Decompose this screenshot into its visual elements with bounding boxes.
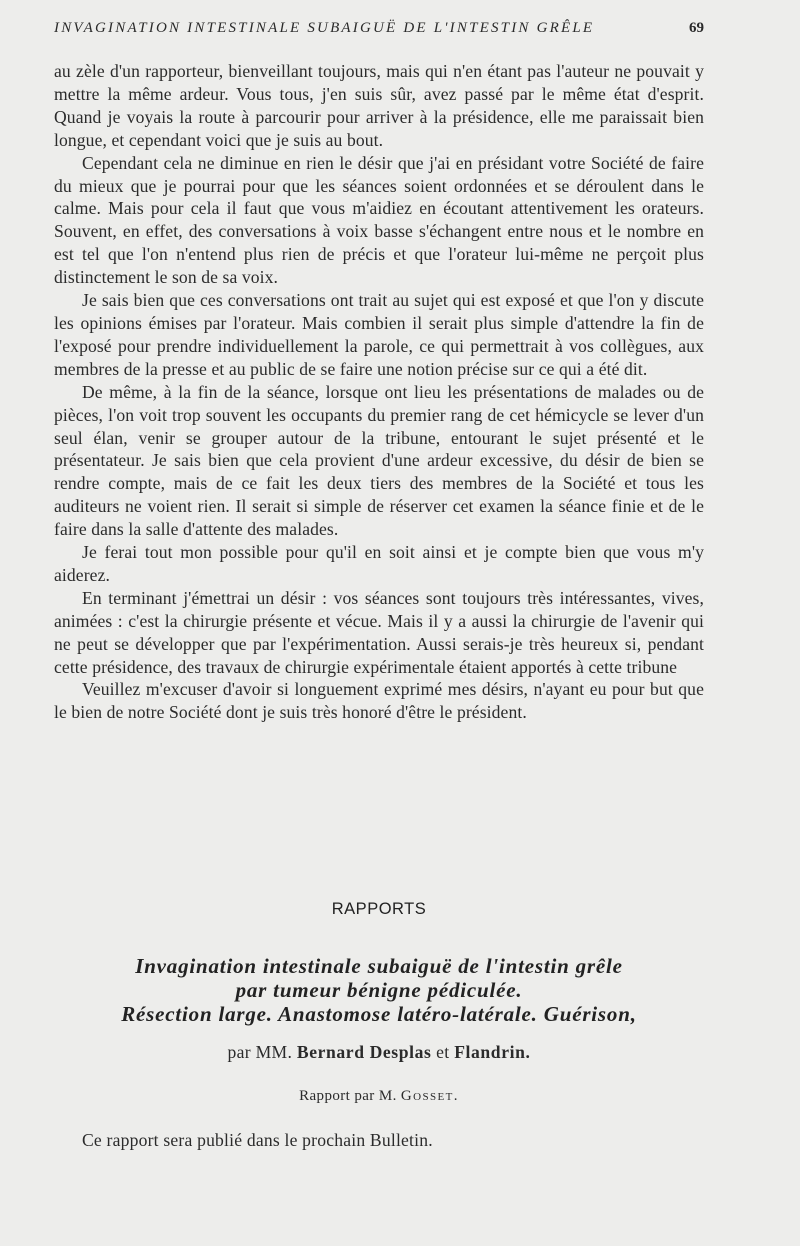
section-heading: RAPPORTS: [331, 900, 427, 918]
page-number: 69: [689, 20, 704, 36]
publication-note: Ce rapport sera publié dans le prochain Bulletin.: [82, 1130, 433, 1150]
paragraph: Je sais bien que ces conversations ont trait au sujet qui est exposé et que l'on y discute les opinions émises par l'orateur. Mais combien il serait plus simple d'attendre la fin de l'exposé pour prendre individuellement la parole, ce qui permettrait à vos collègues, aux membres de la presse et au public de se faire une notion précise sur ce qui a été dit.: [54, 290, 704, 379]
running-header: [54, 20, 704, 37]
reporter-prefix: Rapport par M.: [299, 1088, 397, 1104]
paragraph: Cependant cela ne diminue en rien le désir que j'ai en présidant votre Société de faire du mieux que je pourrai pour que les séances soient ordonnées et se déroulent dans le calme. Mais pour cela il faut que vous m'aidiez en écoutant attentivement les orateurs. Souvent, en effet, des conversations à voix basse s'échangent entre nous et le nombre en est tel que l'on n'entend plus rien de précis et que l'orateur lui-même ne perçoit plus distinctement le son de sa voix.: [54, 152, 704, 288]
reporter-name: Gosset.: [400, 1088, 459, 1104]
paragraph: De même, à la fin de la séance, lorsque ont lieu les présentations de malades ou de pièces, l'on voit trop souvent les occupants du premier rang de cet hémicycle se lever d'un seul élan, venir se grouper autour de la tribune, entourant le sujet présenté et le présentateur. Je sais bien que cela provient d'une ardeur excessive, du désir de bien se rendre compte, mais de ce fait les deux tiers des membres de la Société et tous les auditeurs ne voient rien. Il serait si simple de réserver cet examen la séance finie et de le faire dans la salle d'attente des malades.: [54, 381, 704, 540]
article-title-line: Invagination intestinale subaiguë de l'intestin grêle: [135, 954, 623, 978]
article-title-line: Résection large. Anastomose latéro-latérale. Guérison,: [121, 1002, 637, 1026]
author-name: Bernard Desplas: [296, 1042, 432, 1062]
article-title: [54, 954, 704, 1026]
paragraph: Je ferai tout mon possible pour qu'il en soit ainsi et je compte bien que vous m'y aiderez.: [54, 542, 704, 585]
article-authors: [54, 1042, 704, 1063]
body-text: [54, 60, 704, 724]
authors-prefix: par MM.: [227, 1042, 293, 1062]
paragraph-continued: au zèle d'un rapporteur, bienveillant toujours, mais qui n'en étant pas l'auteur ne pouvait y mettre la même ardeur. Vous tous, j'en suis sûr, avez passé par le même état d'esprit. Quand je voyais la route à parcourir pour arriver à la présidence, elle me paraissait bien longue, et cependant voici que je suis au bout.: [54, 61, 704, 150]
authors-conjunction: et: [436, 1042, 450, 1062]
author-name: Flandrin.: [454, 1042, 531, 1062]
paragraph: Veuillez m'excuser d'avoir si longuement exprimé mes désirs, n'ayant eu pour but que le bien de notre Société dont je suis très honoré d'être le président.: [54, 679, 704, 723]
paragraph: En terminant j'émettrai un désir : vos séances sont toujours très intéressantes, vives, animées : c'est la chirurgie présente et vécue. Mais il y a aussi la chirurgie de l'avenir qui ne peut se développer que par l'expérimentation. Aussi serais-je très heureux si, pendant cette présidence, des travaux de chirurgie expérimentale étaient apportés à cette tribune: [54, 587, 704, 677]
article-title-line: par tumeur bénigne pédiculée.: [235, 978, 523, 1002]
running-title: INVAGINATION INTESTINALE SUBAIGUË DE L'INTESTIN GRÊLE: [54, 20, 595, 36]
report-byline: [54, 1088, 704, 1105]
